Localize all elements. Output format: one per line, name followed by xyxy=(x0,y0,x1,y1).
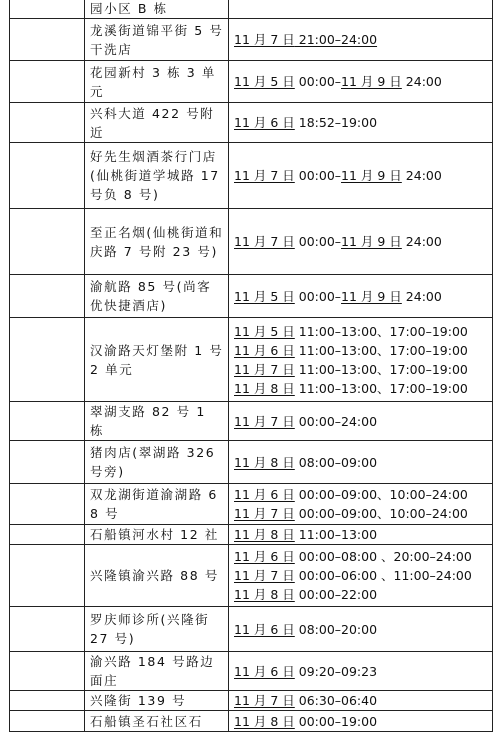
date-text: 11 月 7 日 xyxy=(234,32,295,47)
time-range-text: 24:00 xyxy=(401,168,442,183)
table-row xyxy=(10,143,493,209)
time-range-text: 00:00– xyxy=(294,234,342,249)
date-text: 11 月 6 日 xyxy=(234,549,295,564)
time-cell xyxy=(229,143,493,209)
time-cell xyxy=(229,441,493,484)
date-text: 11 月 7 日 xyxy=(234,413,295,429)
location-cell: 汉渝路天灯堡附 1 号 2 单元 xyxy=(85,318,229,402)
date-text: 11 月 7 日 xyxy=(234,506,295,521)
time-range-text: 00:00–19:00 xyxy=(294,713,378,729)
empty-cell xyxy=(10,402,85,441)
time-cell xyxy=(229,711,493,732)
date-text: 11 月 9 日 xyxy=(341,234,402,249)
date-text: 11 月 6 日 xyxy=(234,621,295,637)
date-text: 11 月 8 日 xyxy=(234,713,295,729)
table-row xyxy=(10,19,493,61)
table-row xyxy=(10,545,493,607)
empty-cell xyxy=(10,711,85,732)
time-range-text: 18:52–19:00 xyxy=(294,115,378,130)
time-cell xyxy=(229,652,493,691)
date-text: 11 月 8 日 xyxy=(234,587,295,602)
location-cell: 花园新村 3 栋 3 单元 xyxy=(85,61,229,103)
time-line xyxy=(234,30,492,49)
table-row xyxy=(10,209,493,275)
time-line xyxy=(234,341,492,360)
time-cell xyxy=(229,19,493,61)
time-range-text: 08:00–20:00 xyxy=(294,621,378,637)
location-cell: 园小区 B 栋 xyxy=(85,0,229,19)
table-body xyxy=(10,0,493,732)
time-line xyxy=(234,72,492,91)
date-text: 11 月 5 日 xyxy=(234,74,295,89)
date-text: 11 月 7 日 xyxy=(234,568,295,583)
location-cell: 双龙湖街道渝湖路 68 号 xyxy=(85,484,229,525)
time-range-text: 11:00–13:00、17:00–19:00 xyxy=(294,323,468,339)
time-cell xyxy=(229,402,493,441)
empty-cell xyxy=(10,0,85,19)
time-cell xyxy=(229,209,493,275)
time-cell xyxy=(229,103,493,143)
time-line xyxy=(234,485,492,504)
date-text: 11 月 9 日 xyxy=(341,74,402,89)
time-cell xyxy=(229,318,493,402)
time-cell xyxy=(229,275,493,318)
empty-cell xyxy=(10,525,85,545)
time-line xyxy=(234,662,492,681)
table-row xyxy=(10,691,493,711)
empty-cell xyxy=(10,19,85,61)
location-cell: 好先生烟酒茶行门店(仙桃街道学城路 17 号负 8 号) xyxy=(85,143,229,209)
time-line xyxy=(234,585,492,604)
table-row xyxy=(10,61,493,103)
location-cell: 兴科大道 422 号附近 xyxy=(85,103,229,143)
date-text: 11 月 7 日 xyxy=(234,168,295,183)
time-range-text: 24:00 xyxy=(401,74,442,89)
time-line xyxy=(234,412,492,431)
time-cell xyxy=(229,61,493,103)
time-range-text: 00:00–22:00 xyxy=(294,587,378,602)
table-row xyxy=(10,441,493,484)
time-line xyxy=(234,232,492,251)
date-text: 11 月 8 日 xyxy=(234,527,295,542)
time-range-text: 11:00–13:00、17:00–19:00 xyxy=(294,380,468,396)
date-text: 11 月 6 日 xyxy=(234,663,295,679)
location-cell: 兴隆街 139 号 xyxy=(85,691,229,711)
date-text: 11 月 6 日 xyxy=(234,342,295,358)
empty-cell xyxy=(10,209,85,275)
time-range-text: 11:00–13:00 xyxy=(294,527,378,542)
empty-cell xyxy=(10,545,85,607)
time-line xyxy=(234,504,492,523)
time-range-text: 00:00–09:00、10:00–24:00 xyxy=(294,506,468,521)
time-line xyxy=(234,379,492,398)
time-range-text: 08:00–09:00 xyxy=(294,454,378,470)
location-cell: 龙溪街道锦平街 5 号干洗店 xyxy=(85,19,229,61)
location-cell: 石船镇圣石社区石 xyxy=(85,711,229,732)
table-row xyxy=(10,0,493,19)
location-cell: 罗庆师诊所(兴隆街 27 号) xyxy=(85,607,229,652)
time-line xyxy=(234,712,492,731)
date-text: 11 月 5 日 xyxy=(234,323,295,339)
location-cell: 猪肉店(翠湖路 326 号旁) xyxy=(85,441,229,484)
time-cell xyxy=(229,691,493,711)
time-line xyxy=(234,525,492,544)
location-cell: 渝兴路 184 号路边面庄 xyxy=(85,652,229,691)
empty-cell xyxy=(10,691,85,711)
time-range-text: 00:00–09:00、10:00–24:00 xyxy=(294,487,468,502)
empty-cell xyxy=(10,143,85,209)
time-range-text: 11:00–13:00、17:00–19:00 xyxy=(294,361,468,377)
time-line xyxy=(234,287,492,306)
time-line xyxy=(234,322,492,341)
time-range-text: 00:00– xyxy=(294,168,342,183)
date-text: 11 月 9 日 xyxy=(341,168,402,183)
table-row xyxy=(10,275,493,318)
date-text: 11 月 6 日 xyxy=(234,487,295,502)
location-cell: 渝航路 85 号(尚客优快捷酒店) xyxy=(85,275,229,318)
date-text: 11 月 7 日 xyxy=(234,693,295,708)
date-text: 11 月 6 日 xyxy=(234,115,295,130)
time-line xyxy=(234,113,492,132)
time-range-text: 24:00 xyxy=(401,288,442,304)
time-range-text: 00:00– xyxy=(294,74,342,89)
time-line xyxy=(234,0,492,18)
time-range-text: 11:00–13:00、17:00–19:00 xyxy=(294,342,468,358)
time-range-text: 00:00–08:00 、20:00–24:00 xyxy=(294,549,472,564)
table-row xyxy=(10,318,493,402)
time-line xyxy=(234,166,492,185)
date-text: 11 月 7 日 xyxy=(234,234,295,249)
time-cell xyxy=(229,525,493,545)
date-text: 11 月 5 日 xyxy=(234,288,295,304)
table-row xyxy=(10,607,493,652)
empty-cell xyxy=(10,484,85,525)
location-cell: 兴隆镇渝兴路 88 号 xyxy=(85,545,229,607)
time-cell xyxy=(229,545,493,607)
empty-cell xyxy=(10,103,85,143)
empty-cell xyxy=(10,318,85,402)
time-cell xyxy=(229,484,493,525)
table-row xyxy=(10,484,493,525)
time-cell xyxy=(229,607,493,652)
table-row xyxy=(10,525,493,545)
time-range-text: 09:20–09:23 xyxy=(294,663,378,679)
time-range-text: 00:00–06:00 、11:00–24:00 xyxy=(294,568,472,583)
empty-cell xyxy=(10,607,85,652)
time-line xyxy=(234,691,492,710)
empty-cell xyxy=(10,652,85,691)
empty-cell xyxy=(10,61,85,103)
date-text: 11 月 9 日 xyxy=(341,288,402,304)
time-line xyxy=(234,360,492,379)
time-range-text: 24:00 xyxy=(401,234,442,249)
table-row xyxy=(10,711,493,732)
time-line xyxy=(234,566,492,585)
empty-cell xyxy=(10,441,85,484)
location-cell: 石船镇河水村 12 社 xyxy=(85,525,229,545)
table-row xyxy=(10,652,493,691)
time-range-text: 00:00– xyxy=(294,288,342,304)
time-line xyxy=(234,620,492,639)
exposure-locations-table xyxy=(9,0,493,732)
date-text: 11 月 7 日 xyxy=(234,361,295,377)
date-text: 11 月 8 日 xyxy=(234,380,295,396)
date-text: 11 月 8 日 xyxy=(234,454,295,470)
location-cell: 翠湖支路 82 号 1 栋 xyxy=(85,402,229,441)
time-range-text: 06:30–06:40 xyxy=(294,693,378,708)
table-row xyxy=(10,402,493,441)
date-text: 21:00–24:00 xyxy=(294,32,378,47)
time-cell xyxy=(229,0,493,19)
table-row xyxy=(10,103,493,143)
empty-cell xyxy=(10,275,85,318)
time-range-text: 00:00–24:00 xyxy=(294,413,378,429)
location-cell: 至正名烟(仙桃街道和庆路 7 号附 23 号) xyxy=(85,209,229,275)
time-line xyxy=(234,547,492,566)
time-line xyxy=(234,453,492,472)
